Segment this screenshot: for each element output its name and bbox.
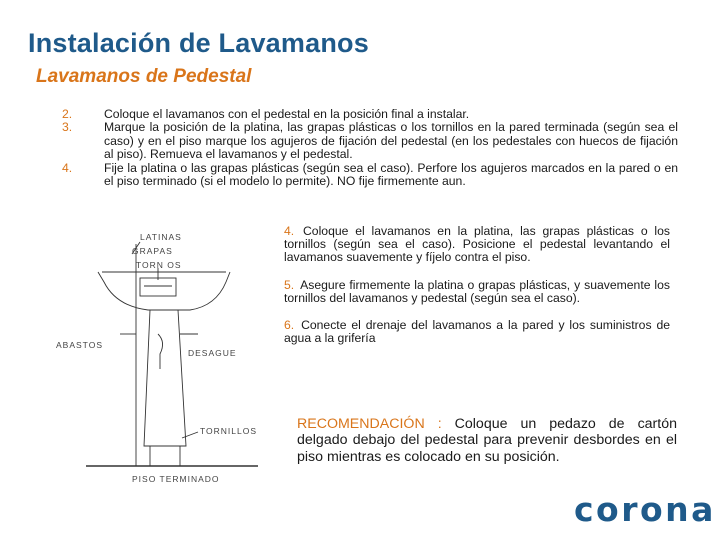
page-subtitle: Lavamanos de Pedestal [36,66,252,87]
pedestal-outline [144,310,186,446]
step-number: 5. [284,277,295,292]
step-number: 3. [62,120,73,135]
label-tornillos-bottom: TORNILLOS [200,426,258,436]
steps-top-list [62,108,678,188]
list-item [62,121,678,161]
step-number: 6. [284,318,295,333]
pedestal-diagram [40,224,280,490]
list-item [284,279,670,305]
label-grapas: GRAPAS [132,246,173,256]
label-desague: DESAGUE [188,348,237,358]
list-item [284,319,670,345]
recommendation-label: RECOMENDACIÓN : [297,416,442,432]
drain-pipe [158,334,163,369]
label-platinas: LATINAS [140,232,182,242]
recommendation-box [297,416,677,465]
step-number: 4. [284,224,295,238]
step-text: Coloque el lavamanos con el pedestal en la posición final a instalar. [104,107,470,121]
recommendation-text: Coloque un pedazo de cartón delgado debajo del pedestal para prevenir desbordes en el piso mientras es colocado en su posición. [297,416,677,465]
list-item [62,162,678,189]
list-item [62,108,678,121]
page-title: Instalación de Lavamanos [28,28,369,58]
step-text: Asegure firmemente la platina o grapas plásticas, y suavemente los tornillos del lavamanos y pedestal (según sea el caso). [284,277,670,305]
label-tornillos-top: TORN OS [136,260,182,270]
label-abastos: ABASTOS [56,340,103,350]
step-number: 4. [62,160,73,175]
step-text: Fije la platina o las grapas plásticas (según sea el caso). Perfore los agujeros marcados en la pared o en el piso terminado (si el modelo lo permite). NO fije firmemente aun. [104,160,678,189]
label-piso: PISO TERMINADO [132,474,220,484]
faucet-block [140,278,176,296]
steps-right-list [284,225,670,359]
corona-logo: corona [574,490,716,529]
step-text: Marque la posición de la platina, las grapas plásticas o los tornillos en la pared terminada (según sea el caso) y en el piso marque los agujeros de fijación del pedestal (en los pedestales con huecos de fijación al piso). Remueva el lavamanos y el pedestal. [104,120,678,162]
leader-line [182,432,198,438]
step-text: Coloque el lavamanos en la platina, las grapas plásticas o los tornillos (según sea el caso). Posicione el pedestal levantando el lavamanos suavemente y fíjelo contra el piso. [284,224,670,265]
step-text: Conecte el drenaje del lavamanos a la pared y los suministros de agua a la grifería [284,318,670,346]
step-number: 2. [62,107,73,121]
list-item [284,225,670,265]
